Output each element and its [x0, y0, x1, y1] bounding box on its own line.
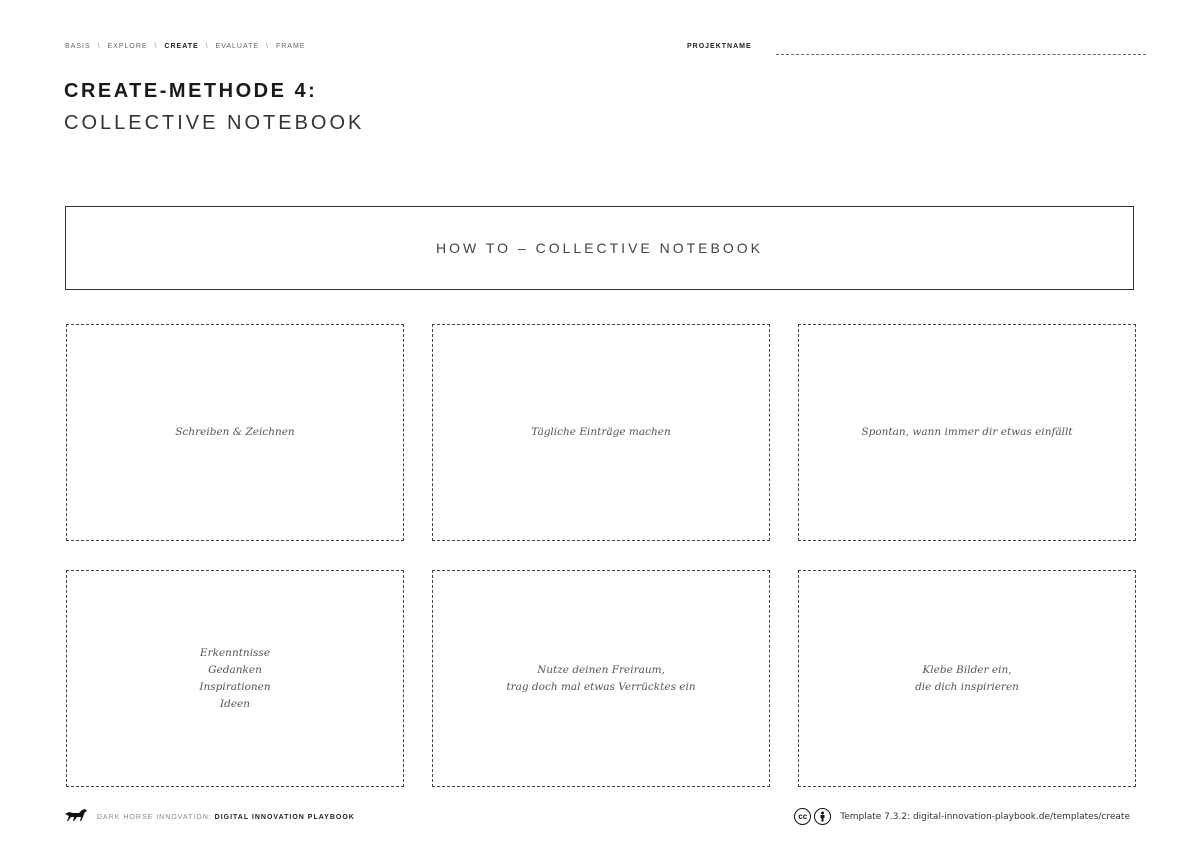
- card-text: Erkenntnisse Gedanken Inspirationen Ideen: [199, 646, 271, 710]
- card-spontaneous[interactable]: [798, 324, 1136, 541]
- page-subtitle: COLLECTIVE NOTEBOOK: [64, 112, 365, 134]
- breadcrumb-item-frame[interactable]: FRAME: [275, 43, 306, 50]
- card-text: Schreiben & Zeichnen: [175, 426, 295, 438]
- card-write-draw[interactable]: [66, 324, 404, 541]
- card-text: Tägliche Einträge machen: [531, 426, 671, 438]
- card-insights[interactable]: [66, 570, 404, 787]
- breadcrumb-separator: \: [154, 43, 158, 50]
- project-name-field[interactable]: [776, 54, 1146, 55]
- cc-icon: cc: [794, 808, 811, 825]
- attribution-icon: [814, 808, 831, 825]
- footer-license: [794, 808, 1130, 825]
- brand-title: DIGITAL INNOVATION PLAYBOOK: [214, 814, 355, 821]
- card-text: Nutze deinen Freiraum, trag doch mal etwas Verrücktes ein: [506, 663, 696, 693]
- breadcrumb-item-explore[interactable]: EXPLORE: [107, 43, 148, 50]
- template-reference[interactable]: Template 7.3.2: digital-innovation-playbook.de/templates/create: [840, 811, 1130, 822]
- brand-prefix: DARK HORSE INNOVATION:: [97, 814, 215, 821]
- howto-label: HOW TO – COLLECTIVE NOTEBOOK: [436, 240, 763, 256]
- breadcrumb-item-basis[interactable]: BASIS: [65, 43, 91, 50]
- breadcrumb-item-create[interactable]: CREATE: [164, 43, 199, 50]
- card-text: Spontan, wann immer dir etwas einfällt: [861, 426, 1073, 438]
- page-title: CREATE-METHODE 4:: [64, 80, 318, 102]
- breadcrumb: [65, 43, 309, 50]
- footer-brand: [64, 808, 355, 827]
- card-free-space[interactable]: [432, 570, 770, 787]
- horse-logo-icon: [64, 808, 88, 827]
- breadcrumb-separator: \: [97, 43, 101, 50]
- howto-box[interactable]: [65, 206, 1134, 290]
- card-daily-entries[interactable]: [432, 324, 770, 541]
- breadcrumb-separator: \: [266, 43, 269, 50]
- breadcrumb-item-evaluate[interactable]: EVALUATE: [215, 43, 260, 50]
- card-text: Klebe Bilder ein, die dich inspirieren: [915, 663, 1019, 693]
- card-stick-images[interactable]: [798, 570, 1136, 787]
- project-name-label: PROJEKTNAME: [687, 43, 752, 50]
- brand-text: [97, 814, 355, 821]
- breadcrumb-separator: \: [205, 43, 209, 50]
